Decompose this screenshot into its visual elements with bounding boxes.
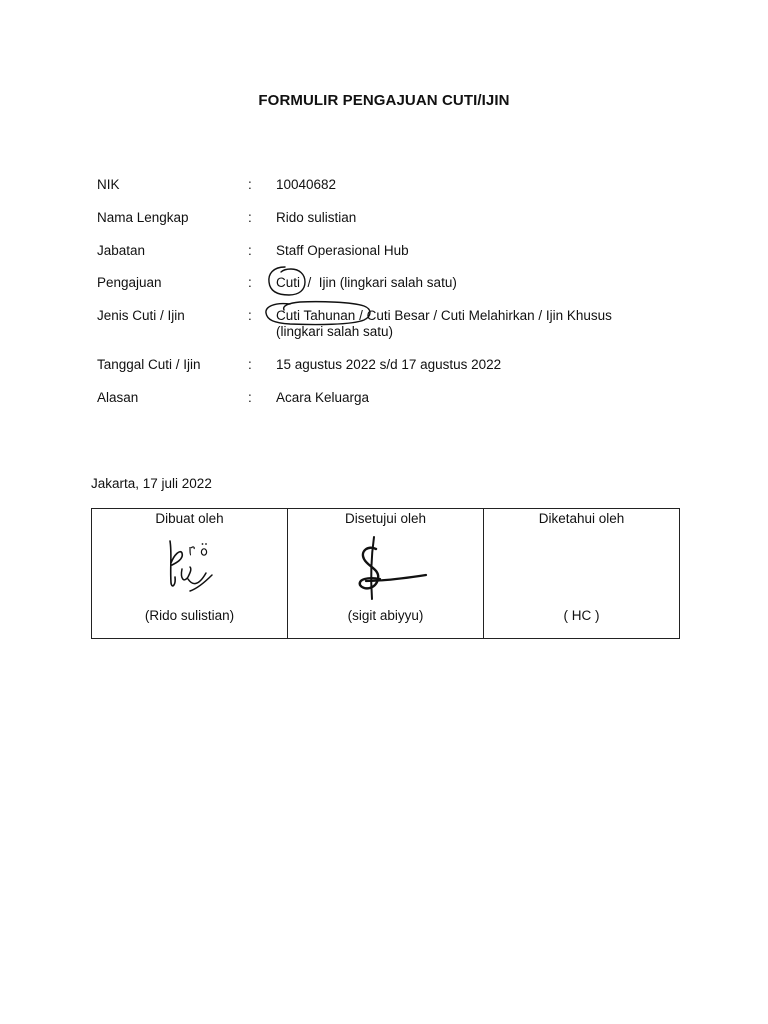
- form-title: FORMULIR PENGAJUAN CUTI/IJIN: [258, 92, 510, 109]
- field-value: Acara Keluarga: [276, 390, 370, 405]
- field-value-line2: (lingkari salah satu): [276, 324, 394, 339]
- field-value: [276, 308, 612, 340]
- field-colon: :: [248, 308, 252, 323]
- signature-cell-acknowledger: [484, 509, 680, 639]
- place-date: Jakarta, 17 juli 2022: [91, 476, 212, 491]
- signature-role: Disetujui oleh: [344, 511, 427, 526]
- field-value: Staff Operasional Hub: [276, 243, 409, 258]
- signee-name: (sigit abiyyu): [347, 608, 424, 623]
- signature-role: Diketahui oleh: [538, 511, 625, 526]
- field-label: Alasan: [97, 390, 139, 405]
- field-value-line1: Cuti Tahunan / Cuti Besar / Cuti Melahirkan / Ijin Khusus: [276, 308, 612, 323]
- field-label: Nama Lengkap: [97, 210, 189, 225]
- field-label: NIK: [97, 177, 120, 192]
- field-label: Jabatan: [97, 243, 146, 258]
- field-label: Tanggal Cuti / Ijin: [97, 357, 201, 372]
- signature-role: Dibuat oleh: [155, 511, 224, 526]
- field-colon: :: [248, 177, 252, 192]
- field-value: 15 agustus 2022 s/d 17 agustus 2022: [276, 357, 502, 372]
- field-value: 10040682: [276, 177, 337, 192]
- signature-sigit-image: [340, 535, 432, 603]
- signature-table: [91, 508, 680, 639]
- signee-name: ( HC ): [563, 608, 600, 623]
- field-value: Cuti / Ijin (lingkari salah satu): [276, 275, 457, 290]
- signee-name: (Rido sulistian): [144, 608, 235, 623]
- field-colon: :: [248, 390, 252, 405]
- field-colon: :: [248, 357, 252, 372]
- signature-cell-creator: [92, 509, 288, 639]
- field-value: Rido sulistian: [276, 210, 357, 225]
- field-colon: :: [248, 210, 252, 225]
- signature-cell-approver: [288, 509, 484, 639]
- field-label: Pengajuan: [97, 275, 162, 290]
- field-label: Jenis Cuti / Ijin: [97, 308, 185, 323]
- field-colon: :: [248, 243, 252, 258]
- signature-rido-image: [160, 533, 220, 597]
- field-colon: :: [248, 275, 252, 290]
